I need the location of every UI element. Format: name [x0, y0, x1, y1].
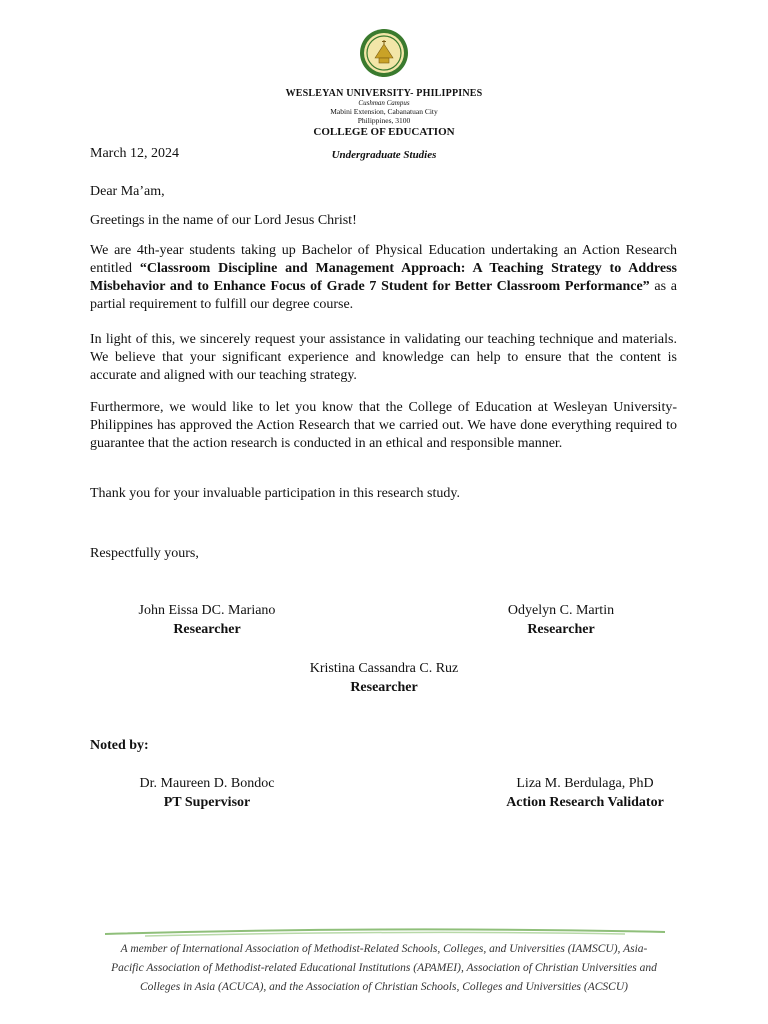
signatory-1 — [118, 601, 296, 639]
salutation: Dear Ma’am, — [90, 184, 165, 199]
signatory-role: Researcher — [173, 622, 241, 637]
college-name: COLLEGE OF EDUCATION — [313, 126, 455, 138]
letter-date: March 12, 2024 — [90, 146, 180, 161]
signatory-name: Kristina Cassandra C. Ruz — [309, 661, 459, 676]
noted-by-label: Noted by: — [90, 738, 149, 753]
paragraph-request-intro: We are 4th-year students taking up Bachelor of Physical Education undertaking an Action Research entitled — [90, 243, 677, 276]
paragraph-request — [90, 242, 677, 314]
membership-statement — [70, 940, 698, 997]
division-name: Undergraduate Studies — [331, 149, 437, 161]
membership-line-1: A member of International Association of Methodist-Related Schools, Colleges, and Universities (IAMSCU), Asia- — [120, 943, 648, 955]
research-title: “Classroom Discipline and Management Approach: A Teaching Strategy to Address Misbehavior and to Enhance Focus of Grade 7 Student for Better Classroom Performance” — [90, 261, 677, 294]
campus-name: Cushman Campus — [358, 99, 410, 107]
university-name: WESLEYAN UNIVERSITY- PHILIPPINES — [285, 88, 483, 99]
paragraph-assistance: In light of this, we sincerely request your assistance in validating our teaching technique and materials. We believe that your significant experience and knowledge can help to ensure that the content is accurate and aligned with our teaching strategy. — [90, 332, 677, 383]
membership-line-3: Colleges in Asia (ACUCA), and the Association of Christian Schools, Colleges and Universities (ACSCU) — [140, 981, 628, 993]
noted-role: PT Supervisor — [163, 795, 251, 810]
paragraph-request-outro: as a partial requirement to fulfill our degree course. — [90, 279, 677, 312]
paragraph-approval: Furthermore, we would like to let you know that the College of Education at Wesleyan University-Philippines has approved the Action Research that we carried out. We have done everything required to guarantee that the action research is conducted in an ethical and responsible manner. — [90, 400, 677, 451]
noted-name: Liza M. Berdulaga, PhD — [516, 776, 654, 791]
signatory-name: John Eissa DC. Mariano — [138, 603, 276, 618]
signatory-role: Researcher — [350, 680, 418, 695]
signatory-name: Odyelyn C. Martin — [507, 603, 615, 618]
noted-name: Dr. Maureen D. Bondoc — [139, 776, 275, 791]
signatory-role: Researcher — [527, 622, 595, 637]
signatory-3 — [284, 659, 484, 697]
footer-swoosh-divider — [105, 926, 665, 938]
noted-person-1 — [118, 774, 296, 812]
closing: Respectfully yours, — [90, 546, 199, 561]
noted-person-2 — [488, 774, 682, 812]
paragraph-thanks: Thank you for your invaluable participation in this research study. — [90, 486, 460, 501]
greeting: Greetings in the name of our Lord Jesus Christ! — [90, 213, 357, 228]
membership-line-2: Pacific Association of Methodist-related Educational Institutions (APAMEI), Association of Christian Universities and — [111, 962, 657, 974]
signatory-2 — [478, 601, 644, 639]
address-line-1: Mabini Extension, Cabanatuan City — [330, 107, 438, 116]
noted-role: Action Research Validator — [506, 795, 664, 810]
address-line-2: Philippines, 3100 — [357, 116, 411, 125]
letterhead — [0, 28, 768, 162]
university-seal-icon — [359, 28, 409, 78]
